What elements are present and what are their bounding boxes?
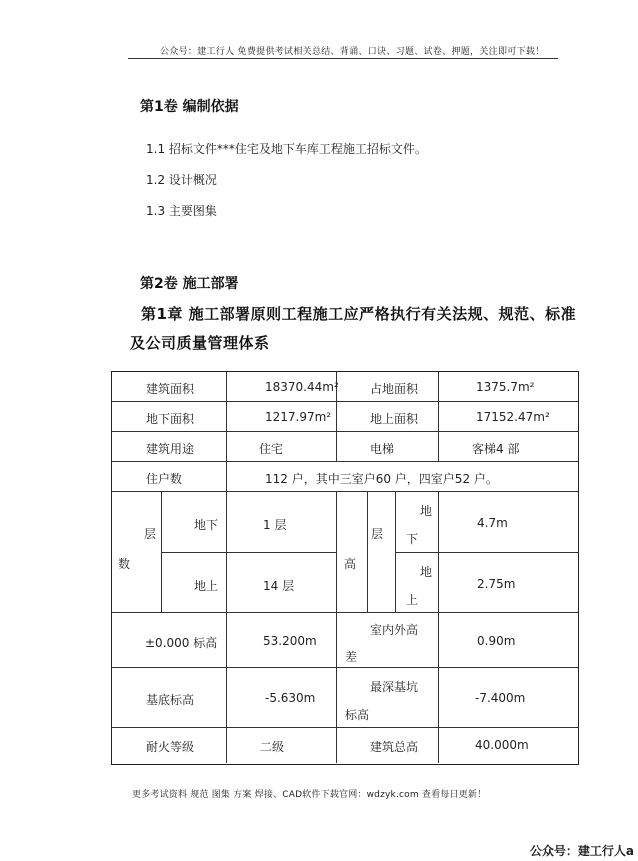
table-cell (439, 432, 578, 462)
header-notice: 公众号：建工行人 免费提供考试相关总结、背诵、口诀、习题、试卷、押题，关注即可下载！ (160, 47, 545, 57)
value-households: 112 户，其中三室户60 户，四室户52 户。 (265, 472, 498, 486)
table-cell (337, 668, 439, 728)
value-fire-rating: 二级 (260, 740, 285, 754)
table-cell (439, 668, 578, 728)
table-cell (112, 402, 227, 432)
label-total-height: 建筑总高 (370, 740, 419, 754)
value-land-area: 1375.7m² (476, 380, 535, 394)
value-elevator: 客梯4 部 (472, 442, 520, 456)
table-cell (368, 492, 396, 613)
table-cell (227, 432, 337, 462)
table-cell (439, 613, 578, 668)
label-aboveground-area: 地上面积 (370, 412, 419, 426)
table-cell (439, 553, 578, 613)
label-gao: 高 (344, 557, 357, 571)
value-foundation-elevation: -5.630m (265, 691, 316, 705)
value-aboveground-area: 17152.47m² (476, 410, 550, 424)
label-building-area: 建筑面积 (146, 382, 195, 396)
watermark: 公众号：建工行人a (529, 844, 634, 858)
value-total-height: 40.000m (475, 738, 529, 752)
table-cell (112, 668, 227, 728)
table-cell (439, 402, 578, 432)
table-cell (227, 372, 337, 402)
label-indoor-outdoor-diff-2: 差 (345, 650, 358, 664)
table-cell (112, 728, 227, 763)
table-cell (337, 492, 368, 613)
table-cell (227, 553, 337, 613)
value-underground-floor-height: 4.7m (477, 516, 508, 530)
value-deepest-pit: -7.400m (475, 691, 526, 705)
label-deepest-pit-2: 标高 (345, 708, 370, 722)
table-cell (227, 402, 337, 432)
label-di-1: 地 (420, 504, 433, 518)
table-cell (112, 432, 227, 462)
value-underground-floors: 1 层 (263, 518, 287, 532)
label-land-area: 占地面积 (370, 382, 419, 396)
table-cell (337, 432, 439, 462)
header-divider (128, 58, 558, 59)
table-cell (439, 372, 578, 402)
table-cell (396, 553, 439, 613)
table-cell (112, 462, 227, 492)
table-cell (112, 613, 227, 668)
table-cell (112, 372, 227, 402)
table-cell (227, 728, 337, 763)
value-underground-area: 1217.97m² (265, 410, 332, 424)
label-elevator: 电梯 (370, 442, 395, 456)
label-shang: 上 (406, 593, 419, 607)
label-shu: 数 (118, 557, 131, 571)
table-cell (337, 613, 439, 668)
table-cell (337, 728, 439, 763)
label-underground-floors: 地下 (194, 518, 219, 532)
value-indoor-outdoor-diff: 0.90m (477, 634, 516, 648)
label-di-2: 地 (420, 565, 433, 579)
table-cell (227, 492, 337, 553)
label-households: 住户数 (146, 472, 183, 486)
value-aboveground-floor-height: 2.75m (477, 577, 516, 591)
table-cell (439, 728, 578, 763)
table-cell (227, 668, 337, 728)
value-building-use: 住宅 (259, 442, 284, 456)
label-deepest-pit-1: 最深基坑 (370, 680, 419, 694)
label-xia: 下 (406, 532, 419, 546)
label-fire-rating: 耐火等级 (146, 740, 195, 754)
chapter-title-line2: 及公司质量管理体系 (130, 334, 270, 352)
volume2-title: 第2卷 施工部署 (140, 276, 239, 292)
table-cell (162, 553, 227, 613)
label-ceng2: 层 (371, 527, 384, 541)
label-indoor-outdoor-diff-1: 室内外高 (370, 623, 419, 637)
volume1-item-2: 1.2 设计概况 (146, 173, 217, 187)
table-cell (227, 613, 337, 668)
table-cell (396, 492, 439, 553)
footer-note: 更多考试资料 规范 图集 方案 焊接、CAD软件下载官网：wdzyk.com 查看每日更新！ (132, 790, 487, 800)
table-cell (439, 492, 578, 553)
value-building-area: 18370.44m² (265, 380, 339, 394)
project-overview-table (111, 371, 579, 765)
label-elevation: ±0.000 标高 (145, 636, 218, 650)
volume1-title: 第1卷 编制依据 (140, 99, 239, 115)
label-foundation-elevation: 基底标高 (146, 693, 195, 707)
table-cell (112, 492, 162, 613)
label-aboveground-floors: 地上 (194, 579, 219, 593)
value-aboveground-floors: 14 层 (263, 579, 295, 593)
label-underground-area: 地下面积 (146, 412, 195, 426)
value-elevation: 53.200m (263, 634, 317, 648)
table-cell (227, 462, 578, 492)
chapter-title-line1: 第1章 施工部署原则工程施工应严格执行有关法规、规范、标准 (141, 305, 577, 323)
table-cell (337, 372, 439, 402)
table-cell (337, 402, 439, 432)
volume1-item-3: 1.3 主要图集 (146, 204, 217, 218)
label-building-use: 建筑用途 (146, 442, 195, 456)
label-ceng: 层 (144, 527, 157, 541)
table-cell (162, 492, 227, 553)
volume1-item-1: 1.1 招标文件***住宅及地下车库工程施工招标文件。 (146, 142, 427, 156)
